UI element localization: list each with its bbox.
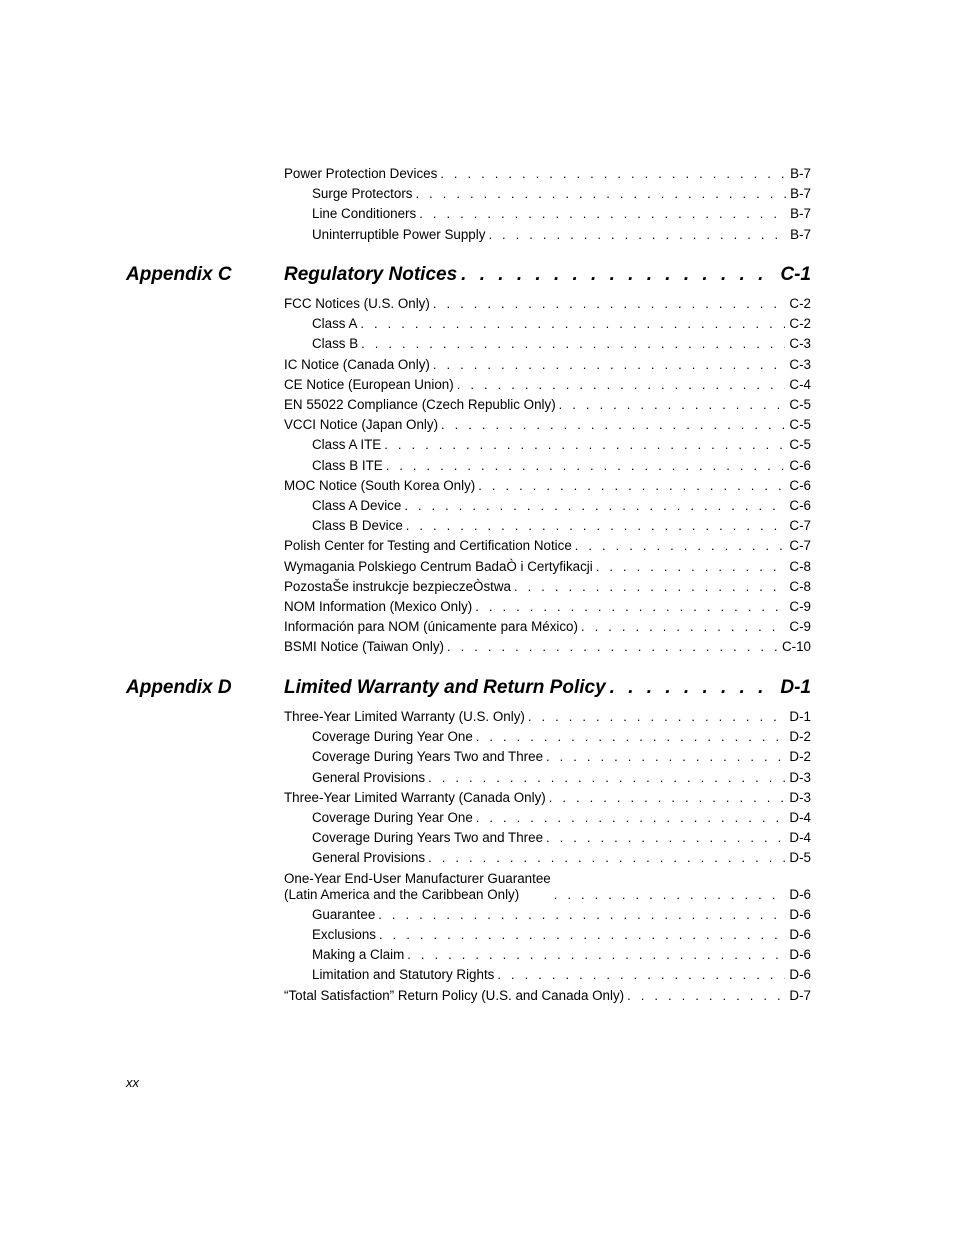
toc-entry[interactable] bbox=[312, 204, 811, 222]
appendix-label: Appendix D bbox=[126, 677, 232, 698]
toc-entry-page: D-5 bbox=[789, 850, 811, 866]
toc-entry[interactable] bbox=[312, 334, 811, 352]
toc-entry-page: D-6 bbox=[789, 886, 811, 902]
toc-entry-title: Power Protection Devices bbox=[284, 166, 440, 182]
toc-entry-page: C-7 bbox=[789, 538, 811, 554]
toc-entry-title: Coverage During Years Two and Three bbox=[312, 749, 546, 765]
toc-entry-title: Class A Device bbox=[312, 498, 404, 514]
toc-entry-page: C-2 bbox=[789, 316, 811, 332]
toc-entry-page: D-6 bbox=[789, 927, 811, 942]
toc-entry-page: B-7 bbox=[790, 206, 811, 222]
toc-entry-title: Class A bbox=[312, 316, 360, 332]
toc-entry-page: C-9 bbox=[789, 599, 811, 614]
toc-entry[interactable] bbox=[284, 557, 811, 575]
toc-entry-title: VCCI Notice (Japan Only) bbox=[284, 417, 441, 433]
dot-leader bbox=[546, 830, 785, 846]
dot-leader bbox=[407, 947, 785, 963]
toc-entry[interactable] bbox=[284, 617, 811, 635]
toc-entry-page: B-7 bbox=[790, 166, 811, 181]
toc-entry[interactable] bbox=[312, 848, 811, 866]
dot-leader bbox=[610, 677, 777, 699]
toc-entry[interactable] bbox=[312, 828, 811, 846]
toc-entry-title: Class B ITE bbox=[312, 458, 386, 474]
toc-entry[interactable] bbox=[284, 986, 811, 1004]
toc-entry-title: Wymagania Polskiego Centrum BadaÒ i Certyfikacji bbox=[284, 559, 596, 575]
dot-leader bbox=[514, 579, 785, 595]
dot-leader bbox=[404, 498, 785, 514]
toc-entry-title: General Provisions bbox=[312, 770, 428, 786]
toc-entry-page: C-10 bbox=[781, 639, 811, 655]
dot-leader bbox=[433, 296, 786, 312]
toc-entry-title: General Provisions bbox=[312, 850, 428, 866]
toc-entry-title: Making a Claim bbox=[312, 947, 407, 963]
toc-entry[interactable] bbox=[284, 375, 811, 393]
toc-entry-page: C-3 bbox=[789, 336, 811, 352]
toc-entry-page: B-7 bbox=[790, 226, 811, 242]
toc-entry-page: C-2 bbox=[789, 296, 811, 311]
toc-entry-title: Uninterruptible Power Supply bbox=[312, 227, 488, 243]
dot-leader bbox=[386, 458, 786, 474]
toc-entry-title: Información para NOM (únicamente para México) bbox=[284, 619, 581, 635]
dot-leader bbox=[384, 437, 785, 453]
toc-entry-title: EN 55022 Compliance (Czech Republic Only) bbox=[284, 397, 559, 413]
toc-entry-page: D-6 bbox=[789, 906, 811, 922]
toc-entry-title: Class B Device bbox=[312, 518, 406, 534]
dot-leader bbox=[497, 967, 785, 983]
toc-entry-page: D-1 bbox=[789, 709, 811, 724]
toc-entry-page: C-8 bbox=[789, 558, 811, 574]
toc-entry-page: C-6 bbox=[789, 477, 811, 493]
toc-entry[interactable] bbox=[284, 415, 811, 433]
toc-entry[interactable] bbox=[312, 496, 811, 514]
toc-entry[interactable] bbox=[312, 925, 811, 943]
toc-entry-title: Coverage During Year One bbox=[312, 729, 476, 745]
toc-entry[interactable] bbox=[312, 945, 811, 963]
dot-leader bbox=[440, 166, 786, 182]
appendix-page: C-1 bbox=[780, 264, 811, 285]
toc-entry-title: Coverage During Years Two and Three bbox=[312, 830, 546, 846]
toc-entry[interactable] bbox=[284, 637, 811, 655]
toc-entry-title: IC Notice (Canada Only) bbox=[284, 357, 433, 373]
toc-entry-title: Three-Year Limited Warranty (U.S. Only) bbox=[284, 709, 528, 725]
toc-entry-page: D-7 bbox=[789, 987, 811, 1003]
toc-entry-page: B-7 bbox=[790, 186, 811, 202]
appendix-page: D-1 bbox=[780, 677, 811, 698]
appendix-heading[interactable] bbox=[284, 677, 811, 699]
page-number: xx bbox=[126, 1075, 139, 1090]
toc-entry[interactable] bbox=[284, 355, 811, 373]
toc-entry-page: D-4 bbox=[789, 810, 811, 825]
appendix-title: Limited Warranty and Return Policy bbox=[284, 677, 606, 698]
toc-entry-page: C-3 bbox=[789, 356, 811, 372]
toc-entry[interactable] bbox=[312, 768, 811, 786]
toc-entry[interactable] bbox=[312, 808, 811, 826]
toc-entry[interactable] bbox=[312, 225, 811, 243]
toc-entry-title: Guarantee bbox=[312, 907, 378, 923]
dot-leader bbox=[554, 887, 786, 903]
toc-entry[interactable] bbox=[284, 294, 811, 312]
toc-entry-title: CE Notice (European Union) bbox=[284, 377, 457, 393]
toc-entry-page: D-2 bbox=[789, 749, 811, 765]
toc-entry[interactable] bbox=[284, 577, 811, 595]
dot-leader bbox=[428, 770, 785, 786]
toc-entry-title: “Total Satisfaction” Return Policy (U.S. and Canada Only) bbox=[284, 988, 627, 1004]
toc-entry[interactable] bbox=[284, 164, 811, 182]
toc-entry[interactable] bbox=[312, 184, 811, 202]
toc-entry-title: Line Conditioners bbox=[312, 206, 419, 222]
toc-entry-page: D-4 bbox=[789, 830, 811, 846]
dot-leader bbox=[596, 559, 786, 575]
dot-leader bbox=[447, 639, 778, 655]
toc-entry-title: One-Year End-User Manufacturer Guarantee (Latin America and the Caribbean Only) bbox=[284, 871, 554, 903]
toc-entry-title: Class A ITE bbox=[312, 437, 384, 453]
dot-leader bbox=[415, 186, 786, 202]
dot-leader bbox=[361, 336, 785, 352]
toc-entry[interactable] bbox=[284, 536, 811, 554]
toc-entry-page: C-7 bbox=[789, 518, 811, 534]
dot-leader bbox=[476, 810, 786, 826]
toc-entry[interactable] bbox=[312, 727, 811, 745]
toc-entry-page: C-9 bbox=[789, 619, 811, 635]
toc-entry[interactable] bbox=[284, 869, 811, 903]
dot-leader bbox=[441, 417, 785, 433]
appendix-heading[interactable] bbox=[284, 264, 811, 286]
toc-entry-title: Three-Year Limited Warranty (Canada Only) bbox=[284, 790, 549, 806]
dot-leader bbox=[528, 709, 786, 725]
dot-leader bbox=[461, 264, 776, 286]
dot-leader bbox=[379, 927, 785, 943]
dot-leader bbox=[581, 619, 785, 635]
dot-leader bbox=[559, 397, 786, 413]
appendix-label: Appendix C bbox=[126, 264, 232, 285]
dot-leader bbox=[406, 518, 786, 534]
dot-leader bbox=[457, 377, 786, 393]
dot-leader bbox=[476, 729, 786, 745]
toc-entry[interactable] bbox=[284, 395, 811, 413]
dot-leader bbox=[360, 316, 785, 332]
dot-leader bbox=[575, 538, 786, 554]
toc-entry[interactable] bbox=[312, 747, 811, 765]
dot-leader bbox=[433, 357, 786, 373]
toc-entry[interactable] bbox=[312, 456, 811, 474]
toc-entry-title: MOC Notice (South Korea Only) bbox=[284, 478, 478, 494]
toc-entry-title: FCC Notices (U.S. Only) bbox=[284, 296, 433, 312]
toc-entry-title: NOM Information (Mexico Only) bbox=[284, 599, 475, 615]
toc-entry-page: C-5 bbox=[789, 397, 811, 412]
toc-entry-title: PozostaŠe instrukcje bezpieczeÒstwa bbox=[284, 579, 514, 595]
toc-entry-title: Limitation and Statutory Rights bbox=[312, 967, 497, 983]
dot-leader bbox=[627, 988, 785, 1004]
toc-entry-page: C-4 bbox=[789, 376, 811, 392]
toc-entry-page: C-8 bbox=[789, 578, 811, 594]
appendix-title: Regulatory Notices bbox=[284, 264, 458, 285]
toc-entry[interactable] bbox=[284, 476, 811, 494]
toc-entry[interactable] bbox=[312, 905, 811, 923]
toc-entry-page: D-6 bbox=[789, 967, 811, 983]
toc-entry-page: C-6 bbox=[789, 498, 811, 513]
dot-leader bbox=[546, 749, 785, 765]
toc-entry-title: Polish Center for Testing and Certification Notice bbox=[284, 538, 575, 554]
toc-entry-title: BSMI Notice (Taiwan Only) bbox=[284, 639, 447, 655]
dot-leader bbox=[378, 907, 785, 923]
dot-leader bbox=[419, 206, 786, 222]
toc-entry-page: D-2 bbox=[789, 729, 811, 745]
dot-leader bbox=[488, 227, 786, 243]
toc-entry-title: Coverage During Year One bbox=[312, 810, 476, 826]
toc-entry-page: D-3 bbox=[789, 789, 811, 805]
toc-entry-page: D-3 bbox=[789, 769, 811, 785]
dot-leader bbox=[549, 790, 786, 806]
toc-entry-page: C-5 bbox=[789, 417, 811, 433]
dot-leader bbox=[475, 599, 785, 615]
toc-entry[interactable] bbox=[284, 707, 811, 725]
toc-entry[interactable] bbox=[312, 435, 811, 453]
toc-entry[interactable] bbox=[284, 788, 811, 806]
toc-entry-title: Surge Protectors bbox=[312, 186, 415, 202]
toc-entry[interactable] bbox=[284, 597, 811, 615]
toc-entry-page: C-5 bbox=[789, 437, 811, 453]
toc-entry-title: Exclusions bbox=[312, 927, 379, 943]
toc-entry-page: D-6 bbox=[789, 947, 811, 963]
toc-entry[interactable] bbox=[312, 516, 811, 534]
toc-entry-title: Class B bbox=[312, 336, 361, 352]
toc-entry-page: C-6 bbox=[789, 457, 811, 473]
dot-leader bbox=[478, 478, 785, 494]
dot-leader bbox=[428, 850, 785, 866]
toc-entry[interactable] bbox=[312, 314, 811, 332]
toc-entry[interactable] bbox=[312, 965, 811, 983]
